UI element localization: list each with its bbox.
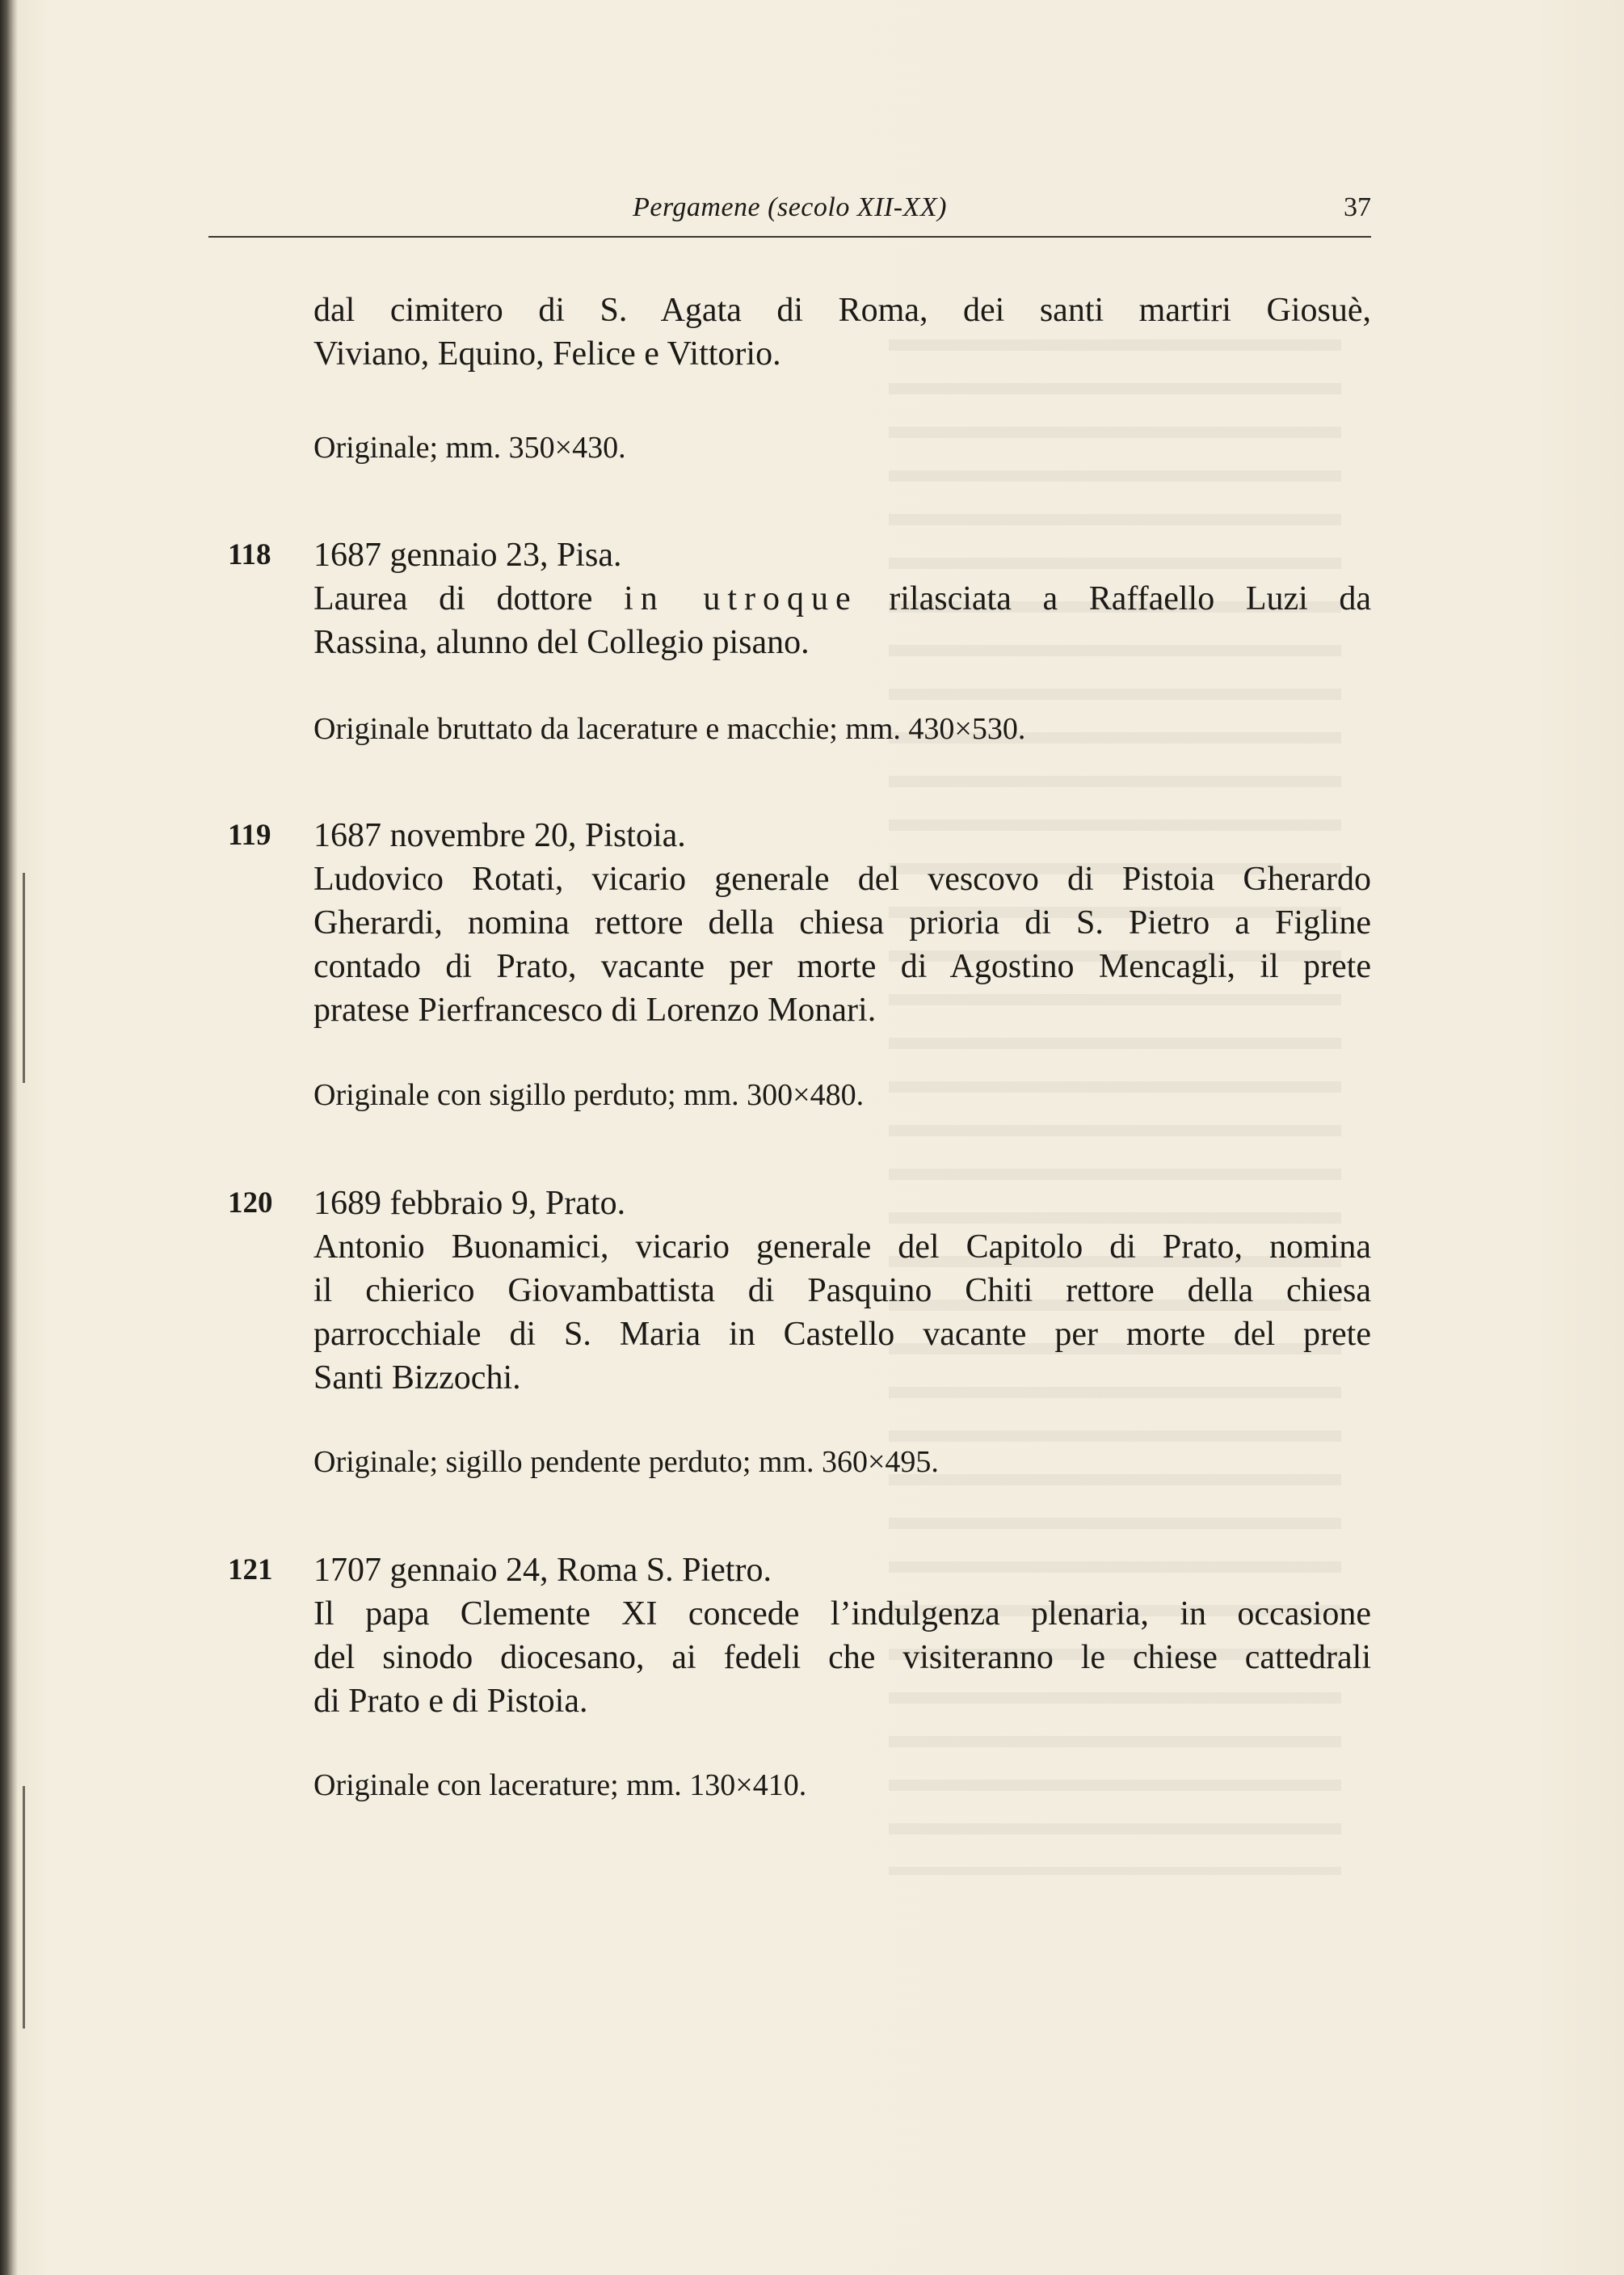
book-spine <box>0 0 18 2275</box>
archival-note: Originale; mm. 350×430. <box>313 431 626 465</box>
entry-118 <box>313 533 1371 664</box>
text-line: del sinodo diocesano, ai fedeli che visiteranno le chiese cattedrali <box>313 1639 1371 1676</box>
text-line: Santi Bizzochi. <box>313 1359 521 1397</box>
spine-mark <box>23 873 25 1083</box>
entry-120 <box>313 1182 1371 1400</box>
archival-note: Originale con lacerature; mm. 130×410. <box>313 1768 807 1802</box>
entry-119 <box>313 814 1371 1032</box>
entry-date: 1707 gennaio 24, Roma S. Pietro. <box>313 1552 772 1589</box>
text-line: il chierico Giovambattista di Pasquino Chiti rettore della chiesa <box>313 1272 1371 1309</box>
text-line: Rassina, alunno del Collegio pisano. <box>313 624 810 661</box>
text-line: Il papa Clemente XI concede l’indulgenza plenaria, in occasione <box>313 1595 1371 1633</box>
entry-date: 1687 novembre 20, Pistoia. <box>313 817 686 854</box>
text-line <box>313 577 1371 621</box>
continuation-note <box>313 426 1371 470</box>
archival-note: Originale; sigillo pendente perduto; mm. 360×495. <box>313 1445 939 1479</box>
text-line: pratese Pierfrancesco di Lorenzo Monari. <box>313 992 877 1029</box>
text-line: contado di Prato, vacante per morte di Agostino Mencagli, il prete <box>313 948 1371 985</box>
header-rule <box>208 236 1371 238</box>
text-line: parrocchiale di S. Maria in Castello vacante per morte del prete <box>313 1316 1371 1353</box>
text-line: Gherardi, nomina rettore della chiesa prioria di S. Pietro a Figline <box>313 904 1371 942</box>
archival-note: Originale bruttato da lacerature e macchie; mm. 430×530. <box>313 712 1026 746</box>
text-line: dal cimitero di S. Agata di Roma, dei santi martiri Giosuè, <box>313 292 1371 329</box>
continuation-text <box>313 289 1371 376</box>
entry-number: 121 <box>228 1553 273 1586</box>
text-line: di Prato e di Pistoia. <box>313 1683 588 1720</box>
text-fragment: Laurea di dottore <box>313 580 593 617</box>
latin-phrase: in utroque <box>624 580 858 617</box>
entry-119-note <box>313 1073 1371 1117</box>
spine-mark <box>23 1786 25 2029</box>
text-line: Ludovico Rotati, vicario generale del vescovo di Pistoia Gherardo <box>313 861 1371 898</box>
entry-121-note <box>313 1763 1371 1807</box>
page-number: 37 <box>1344 192 1371 222</box>
text-line: Antonio Buonamici, vicario generale del Capitolo di Prato, nomina <box>313 1228 1371 1266</box>
text-line: Viviano, Equino, Felice e Vittorio. <box>313 335 781 373</box>
text-fragment: rilasciata a Raffaello Luzi da <box>889 580 1372 617</box>
archival-note: Originale con sigillo perduto; mm. 300×480. <box>313 1078 865 1112</box>
running-header <box>208 192 1371 238</box>
entry-121 <box>313 1548 1371 1723</box>
entry-date: 1689 febbraio 9, Prato. <box>313 1185 626 1222</box>
running-title: Pergamene (secolo XII-XX) <box>633 192 947 222</box>
entry-number: 119 <box>228 819 271 852</box>
entry-118-note <box>313 707 1371 751</box>
entry-number: 118 <box>228 538 271 571</box>
entry-date: 1687 gennaio 23, Pisa. <box>313 537 622 574</box>
entry-number: 120 <box>228 1186 273 1220</box>
entry-120-note <box>313 1440 1371 1484</box>
